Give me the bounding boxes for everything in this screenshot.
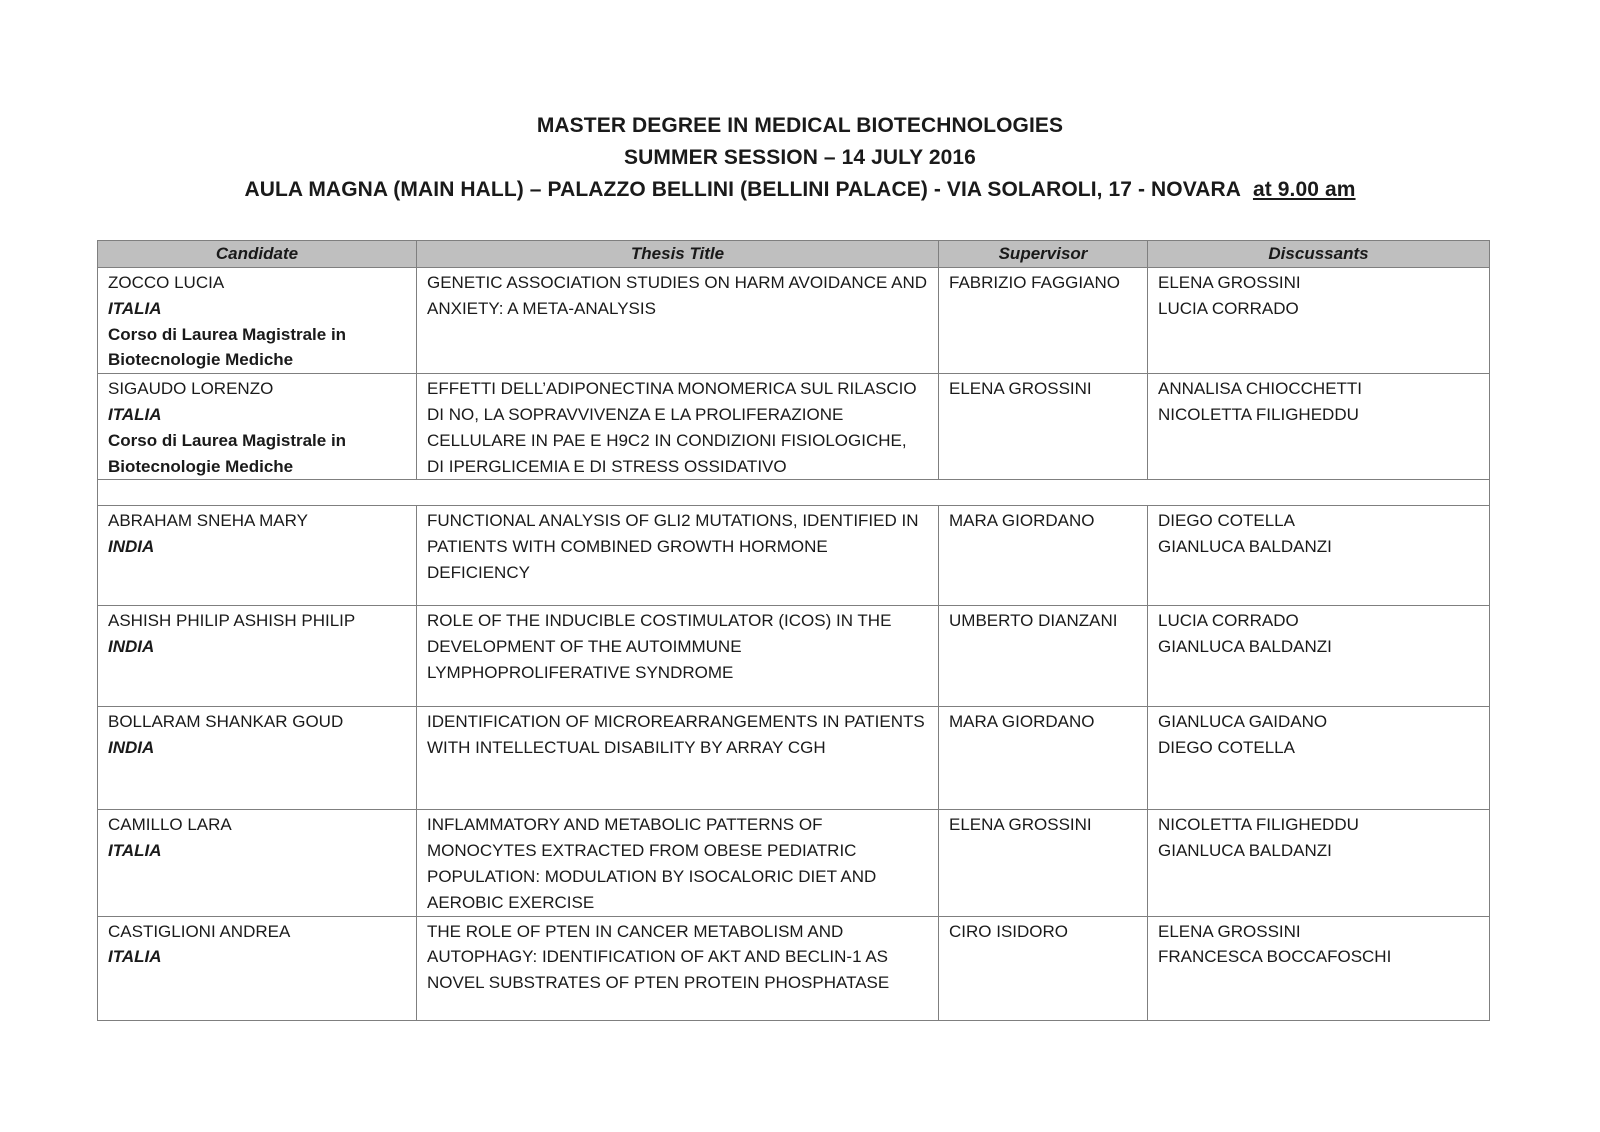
thesis-title-cell: EFFETTI DELL’ADIPONECTINA MONOMERICA SUL RILASCIO DI NO, LA SOPRAVVIVENZA E LA PROLIFERAZIONE CELLULARE IN PAE E H9C2 IN CONDIZIONI FISIOLOGICHE, DI IPERGLICEMIA E DI STRESS OSSIDATIVO (417, 374, 939, 480)
candidate-country: INDIA (108, 537, 155, 557)
candidate-name: SIGAUDO LORENZO (108, 379, 274, 399)
candidate-cell (98, 707, 417, 810)
thesis-title-cell: ROLE OF THE INDUCIBLE COSTIMULATOR (ICOS) IN THE DEVELOPMENT OF THE AUTOIMMUNE LYMPHOPROLIFERATIVE SYNDROME (417, 606, 939, 707)
candidate-name: BOLLARAM SHANKAR GOUD (108, 712, 344, 732)
supervisor-cell: ELENA GROSSINI (939, 374, 1148, 480)
discussants-cell (1148, 506, 1490, 606)
start-time: at 9.00 am (1252, 178, 1356, 201)
discussant-name: NICOLETTA FILIGHEDDU (1158, 404, 1359, 424)
column-header-thesis-title: Thesis Title (417, 241, 939, 268)
candidate-name: CASTIGLIONI ANDREA (108, 921, 291, 941)
table-row (98, 506, 1490, 606)
candidate-course: Corso di Laurea Magistrale in (108, 324, 347, 344)
discussant-name: GIANLUCA BALDANZI (1158, 841, 1332, 861)
candidate-course: Biotecnologie Mediche (108, 456, 294, 476)
discussant-name: FRANCESCA BOCCAFOSCHI (1158, 947, 1392, 967)
candidate-country: ITALIA (108, 947, 162, 967)
candidate-name: CAMILLO LARA (108, 815, 232, 835)
discussant-name: GIANLUCA GAIDANO (1158, 712, 1328, 732)
spacer-cell (98, 480, 1490, 506)
candidate-name: ASHISH PHILIP ASHISH PHILIP (108, 611, 356, 631)
discussant-name: ELENA GROSSINI (1158, 921, 1301, 941)
discussants-cell (1148, 374, 1490, 480)
discussant-name: LUCIA CORRADO (1158, 298, 1299, 318)
thesis-title-cell: INFLAMMATORY AND METABOLIC PATTERNS OF MONOCYTES EXTRACTED FROM OBESE PEDIATRIC POPULATION: MODULATION BY ISOCALORIC DIET AND AEROBIC EXERCISE (417, 810, 939, 916)
discussant-name: ANNALISA CHIOCCHETTI (1158, 379, 1363, 399)
candidate-country: INDIA (108, 738, 155, 758)
supervisor-cell: CIRO ISIDORO (939, 916, 1148, 1020)
table-row (98, 268, 1490, 374)
candidate-cell (98, 606, 417, 707)
table-row (98, 810, 1490, 916)
candidate-name: ABRAHAM SNEHA MARY (108, 511, 308, 531)
discussant-name: LUCIA CORRADO (1158, 611, 1299, 631)
discussant-name: GIANLUCA BALDANZI (1158, 637, 1332, 657)
venue-line (0, 174, 1600, 206)
supervisor-cell: ELENA GROSSINI (939, 810, 1148, 916)
column-header-candidate: Candidate (98, 241, 417, 268)
supervisor-cell: MARA GIORDANO (939, 707, 1148, 810)
candidate-cell (98, 916, 417, 1020)
discussants-cell (1148, 916, 1490, 1020)
candidate-country: ITALIA (108, 841, 162, 861)
candidate-course: Biotecnologie Mediche (108, 350, 294, 370)
discussants-cell (1148, 810, 1490, 916)
document-header (0, 110, 1600, 206)
session-date: SUMMER SESSION – 14 JULY 2016 (624, 146, 976, 169)
candidate-country: INDIA (108, 637, 155, 657)
supervisor-cell: UMBERTO DIANZANI (939, 606, 1148, 707)
discussant-name: ELENA GROSSINI (1158, 273, 1301, 292)
candidate-country: ITALIA (108, 404, 162, 424)
discussant-name: GIANLUCA BALDANZI (1158, 537, 1332, 557)
table-header-row (98, 241, 1490, 268)
discussant-name: DIEGO COTELLA (1158, 511, 1295, 531)
table-row (98, 606, 1490, 707)
column-header-supervisor: Supervisor (939, 241, 1148, 268)
venue-text: AULA MAGNA (MAIN HALL) – PALAZZO BELLINI (BELLINI PALACE) - VIA SOLAROLI, 17 - NOVARA (244, 178, 1242, 201)
candidate-cell (98, 810, 417, 916)
column-header-discussants: Discussants (1148, 241, 1490, 268)
table-row (98, 916, 1490, 1020)
supervisor-cell: MARA GIORDANO (939, 506, 1148, 606)
discussant-name: DIEGO COTELLA (1158, 738, 1295, 758)
table-spacer-row (98, 480, 1490, 506)
discussant-name: NICOLETTA FILIGHEDDU (1158, 815, 1359, 835)
thesis-title-cell: THE ROLE OF PTEN IN CANCER METABOLISM AND AUTOPHAGY: IDENTIFICATION OF AKT AND BECLIN-1 AS NOVEL SUBSTRATES OF PTEN PROTEIN PHOSPHATASE (417, 916, 939, 1020)
table-row (98, 707, 1490, 810)
thesis-title-cell: GENETIC ASSOCIATION STUDIES ON HARM AVOIDANCE AND ANXIETY: A META-ANALYSIS (417, 268, 939, 374)
program-title: MASTER DEGREE IN MEDICAL BIOTECHNOLOGIES (536, 114, 1064, 137)
candidate-course: Corso di Laurea Magistrale in (108, 430, 347, 450)
discussants-cell (1148, 707, 1490, 810)
candidate-cell (98, 374, 417, 480)
supervisor-cell: FABRIZIO FAGGIANO (939, 268, 1148, 374)
candidate-cell (98, 506, 417, 606)
discussants-cell (1148, 268, 1490, 374)
thesis-title-cell: IDENTIFICATION OF MICROREARRANGEMENTS IN PATIENTS WITH INTELLECTUAL DISABILITY BY ARRAY CGH (417, 707, 939, 810)
thesis-schedule-table (97, 240, 1490, 1021)
candidate-name: ZOCCO LUCIA (108, 273, 225, 292)
candidate-cell (98, 268, 417, 374)
thesis-title-cell: FUNCTIONAL ANALYSIS OF GLI2 MUTATIONS, IDENTIFIED IN PATIENTS WITH COMBINED GROWTH HORMONE DEFICIENCY (417, 506, 939, 606)
table-row (98, 374, 1490, 480)
candidate-country: ITALIA (108, 298, 162, 318)
discussants-cell (1148, 606, 1490, 707)
